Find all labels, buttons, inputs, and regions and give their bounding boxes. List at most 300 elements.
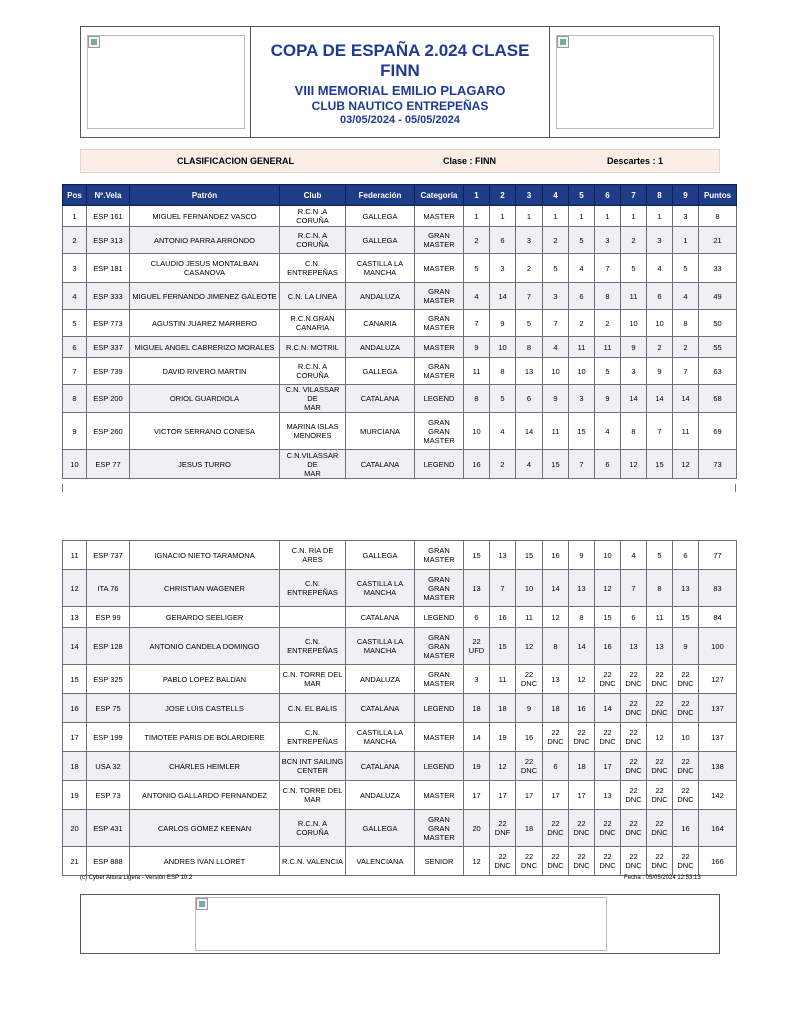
cell-text: 19 <box>498 732 507 742</box>
cell-text: DNC <box>677 766 694 775</box>
race-1-cell <box>464 310 490 337</box>
cell-text: 9 <box>474 342 479 352</box>
cell-text: 12 <box>655 732 664 742</box>
sail-number-cell: ESP 128 <box>87 628 130 665</box>
skipper-cell: IGNACIO NIETO TARAMONA <box>130 541 280 570</box>
cell-text: DNC <box>547 737 564 746</box>
sail-number-cell: ESP 161 <box>87 206 130 227</box>
cell-text: GRAN <box>428 632 450 642</box>
category-cell <box>415 254 464 283</box>
sail-number-cell: ESP 333 <box>87 283 130 310</box>
club-name: CLUB NAUTICO ENTREPEÑAS <box>311 99 489 113</box>
cell-text: 22 <box>524 757 534 766</box>
race-6-cell <box>595 723 621 752</box>
cell-text: 17 <box>472 790 481 800</box>
cell-text: 1 <box>683 235 688 245</box>
race-7-cell <box>621 337 647 358</box>
race-9-cell <box>673 385 699 413</box>
cell-text: 17 <box>603 761 612 771</box>
cell-text: DNC <box>573 737 590 746</box>
category-cell <box>415 607 464 628</box>
cell-text: 22 <box>629 852 638 861</box>
race-4-cell <box>543 385 569 413</box>
cell-text: 13 <box>472 583 481 593</box>
sail-number-cell: ESP 773 <box>87 310 130 337</box>
cell-text: 1 <box>657 211 662 221</box>
cell-text: LEGEND <box>423 703 455 713</box>
category-cell <box>415 752 464 781</box>
cell-text: 22 <box>603 670 612 679</box>
federation-cell <box>346 413 415 450</box>
race-3-cell <box>516 781 543 810</box>
cell-text: 4 <box>474 291 479 301</box>
cell-text: 15 <box>577 426 586 436</box>
race-2-cell <box>490 358 516 385</box>
race-3-cell <box>516 810 543 847</box>
race-3-cell <box>516 541 543 570</box>
race-2-cell <box>490 570 516 607</box>
column-header: Categoría <box>415 185 464 206</box>
race-9-cell <box>673 810 699 847</box>
cell-text: DNC <box>599 861 616 870</box>
club-cell <box>280 810 346 847</box>
cell-text: DNC <box>677 861 694 870</box>
cell-text: 14 <box>655 394 664 403</box>
cell-text: 22 <box>577 819 586 828</box>
cell-text: 13 <box>655 641 664 651</box>
cell-text: 5 <box>605 366 610 376</box>
cell-text: MASTER <box>423 592 455 602</box>
cell-text: 12 <box>472 856 481 866</box>
position-cell: 9 <box>63 413 87 450</box>
column-header: 6 <box>595 185 621 206</box>
cell-text: 16 <box>577 703 586 713</box>
race-8-cell <box>647 450 673 479</box>
race-5-cell <box>569 665 595 694</box>
club-cell <box>280 541 346 570</box>
race-5-cell <box>569 337 595 358</box>
cell-text: 22 <box>655 699 664 708</box>
position-cell: 8 <box>63 385 87 413</box>
cell-text: GRAN <box>428 814 450 824</box>
category-cell <box>415 665 464 694</box>
cell-text: 4 <box>605 426 610 436</box>
cell-text: GRAN <box>428 574 450 584</box>
race-7-cell <box>621 665 647 694</box>
race-9-cell <box>673 450 699 479</box>
federation-cell <box>346 450 415 479</box>
race-9-cell <box>673 413 699 450</box>
race-9-cell <box>673 723 699 752</box>
race-7-cell <box>621 607 647 628</box>
race-8-cell <box>647 206 673 227</box>
cell-text: 15 <box>551 459 560 469</box>
cell-text: 16 <box>524 732 534 742</box>
cell-text: GALLEGA <box>362 366 398 376</box>
sail-number-cell: USA 32 <box>87 752 130 781</box>
cell-text: 7 <box>683 366 688 376</box>
race-8-cell <box>647 665 673 694</box>
cell-text: UFD <box>468 646 485 655</box>
cell-text: 6 <box>605 459 610 469</box>
cell-text: 22 <box>629 757 638 766</box>
cell-text: GRAN <box>428 583 450 593</box>
cell-text: 15 <box>603 612 612 622</box>
cell-text: CATALANA <box>360 394 400 403</box>
cell-text: MURCIANA <box>359 426 400 436</box>
table-row <box>63 665 737 694</box>
cell-text: ANDALUZA <box>359 291 400 301</box>
cell-text: DNC <box>677 795 694 804</box>
race-7-cell <box>621 781 647 810</box>
cell-text: MASTER <box>423 555 455 564</box>
cell-text: 5 <box>526 318 532 328</box>
cell-text: 10 <box>472 426 481 436</box>
cell-text: DNC <box>625 708 642 717</box>
regatta-title: COPA DE ESPAÑA 2.024 CLASE <box>270 41 530 60</box>
cell-text: MANCHA <box>363 268 397 277</box>
title-block <box>251 27 549 137</box>
sail-number-cell: ESP 73 <box>87 781 130 810</box>
cell-text: 7 <box>474 318 479 328</box>
cell-text: 22 <box>472 637 481 646</box>
race-5-cell <box>569 607 595 628</box>
cell-text: 4 <box>579 263 584 273</box>
cell-text: 9 <box>500 318 505 328</box>
cell-text: DNC <box>573 861 590 870</box>
column-header: 5 <box>569 185 595 206</box>
race-1-cell <box>464 358 490 385</box>
race-2-cell <box>490 781 516 810</box>
cell-text: C.N. VILASSAR DE <box>285 385 340 403</box>
race-9-cell <box>673 310 699 337</box>
cell-text: 22 <box>629 728 638 737</box>
cell-text: BCN INT SAILING <box>281 757 344 766</box>
race-2-cell <box>490 752 516 781</box>
cell-text: 17 <box>498 790 507 800</box>
cell-text: 6 <box>579 291 584 301</box>
points-cell: 8 <box>699 206 737 227</box>
race-2-cell <box>490 283 516 310</box>
cell-text: 2 <box>474 235 479 245</box>
cell-text: GRAN <box>428 417 450 427</box>
document-header <box>80 26 720 138</box>
race-6-cell <box>595 810 621 847</box>
cell-text: MASTER <box>423 650 455 660</box>
race-4-cell <box>543 450 569 479</box>
cell-text: GALLEGA <box>362 823 398 833</box>
cell-text: CENTER <box>297 766 328 775</box>
race-7-cell <box>621 694 647 723</box>
table-row <box>63 810 737 847</box>
cell-text: 6 <box>631 612 636 622</box>
race-7-cell <box>621 358 647 385</box>
cell-text: 18 <box>472 703 481 713</box>
race-1-cell <box>464 694 490 723</box>
points-cell: 68 <box>699 385 737 413</box>
race-8-cell <box>647 628 673 665</box>
race-1-cell <box>464 227 490 254</box>
cell-text: 15 <box>524 550 534 560</box>
classification-label: CLASIFICACION GENERAL <box>177 156 294 166</box>
race-3-cell <box>516 665 543 694</box>
cell-text: 8 <box>683 318 688 328</box>
race-6-cell <box>595 385 621 413</box>
race-5-cell <box>569 723 595 752</box>
cell-text: 13 <box>681 583 690 593</box>
cell-text: 5 <box>631 263 636 273</box>
cell-text: DNC <box>520 861 538 870</box>
cell-text: GRAN <box>428 287 450 296</box>
cell-text: MANCHA <box>363 737 397 746</box>
category-cell <box>415 847 464 876</box>
cell-text: 1 <box>500 211 505 221</box>
race-6-cell <box>595 227 621 254</box>
points-cell: 84 <box>699 607 737 628</box>
position-cell: 21 <box>63 847 87 876</box>
race-9-cell <box>673 752 699 781</box>
position-cell: 7 <box>63 358 87 385</box>
cell-text: 10 <box>577 366 586 376</box>
race-4-cell <box>543 723 569 752</box>
column-header: 9 <box>673 185 699 206</box>
category-cell <box>415 450 464 479</box>
table-row <box>63 450 737 479</box>
table-row <box>63 358 737 385</box>
cell-text: 1 <box>579 211 584 221</box>
race-3-cell <box>516 607 543 628</box>
cell-text: ANDALUZA <box>359 674 400 684</box>
table-row <box>63 227 737 254</box>
cell-text: GRAN <box>428 546 450 555</box>
race-6-cell <box>595 450 621 479</box>
cell-text: 2 <box>631 235 636 245</box>
cell-text: 22 <box>681 699 690 708</box>
race-2-cell <box>490 310 516 337</box>
race-7-cell <box>621 283 647 310</box>
position-cell: 10 <box>63 450 87 479</box>
cell-text: CATALANA <box>360 612 400 622</box>
cell-text: 2 <box>605 318 610 328</box>
cell-text: 7 <box>605 263 610 273</box>
race-8-cell <box>647 541 673 570</box>
cell-text: R.C.N.GRAN <box>290 314 335 323</box>
race-4-cell <box>543 358 569 385</box>
cell-text: GRAN <box>428 362 450 371</box>
cell-text: 3 <box>631 366 636 376</box>
race-3-cell <box>516 206 543 227</box>
cell-text: DNC <box>625 795 642 804</box>
cell-text: 8 <box>657 583 662 593</box>
cell-text: 8 <box>579 612 584 622</box>
category-cell <box>415 206 464 227</box>
cell-text: 22 <box>655 757 664 766</box>
position-cell: 12 <box>63 570 87 607</box>
cell-text: 14 <box>603 703 612 713</box>
race-8-cell <box>647 385 673 413</box>
classification-bar <box>80 149 720 173</box>
cell-text: 11 <box>681 426 690 436</box>
race-5-cell <box>569 694 595 723</box>
cell-text: 22 <box>629 819 638 828</box>
federation-cell <box>346 283 415 310</box>
race-9-cell <box>673 206 699 227</box>
federation-cell <box>346 206 415 227</box>
sail-number-cell: ITA 76 <box>87 570 130 607</box>
federation-cell <box>346 628 415 665</box>
federation-cell <box>346 358 415 385</box>
column-header: 7 <box>621 185 647 206</box>
club-cell <box>280 385 346 413</box>
skipper-cell: MIGUEL FERNANDO JIMENEZ GALEOTE <box>130 283 280 310</box>
race-7-cell <box>621 413 647 450</box>
memorial-title: VIII MEMORIAL EMILIO PLAGARO <box>294 83 506 98</box>
race-9-cell <box>673 337 699 358</box>
cell-text: DNC <box>520 679 538 688</box>
race-3-cell <box>516 752 543 781</box>
race-5-cell <box>569 570 595 607</box>
cell-text: 2 <box>683 342 688 352</box>
cell-text: 2 <box>500 459 505 469</box>
cell-text: 7 <box>631 583 636 593</box>
cell-text: C.N. LA LINEA <box>287 291 338 301</box>
race-9-cell <box>673 628 699 665</box>
race-4-cell <box>543 570 569 607</box>
cell-text: DNC <box>625 766 642 775</box>
cell-text: C.N. EL BALIS <box>287 703 338 713</box>
category-cell <box>415 358 464 385</box>
cell-text: DNC <box>573 828 590 837</box>
cell-text: 7 <box>500 583 505 593</box>
cell-text: 4 <box>500 426 505 436</box>
column-header: 2 <box>490 185 516 206</box>
cell-text: LEGEND <box>423 459 455 469</box>
federation-cell <box>346 781 415 810</box>
race-1-cell <box>464 385 490 413</box>
race-4-cell <box>543 694 569 723</box>
cell-text: MAR <box>304 795 321 804</box>
cell-text: GALLEGA <box>362 211 398 221</box>
points-cell: 137 <box>699 723 737 752</box>
cell-text: 10 <box>603 550 612 560</box>
race-1-cell <box>464 752 490 781</box>
race-7-cell <box>621 628 647 665</box>
cell-text: 16 <box>472 459 481 469</box>
cell-text: 12 <box>524 641 534 651</box>
race-4-cell <box>543 206 569 227</box>
race-5-cell <box>569 541 595 570</box>
column-header: Nº.Vela <box>87 185 130 206</box>
skipper-cell: GERARDO SEELIGER <box>130 607 280 628</box>
cell-text: MARINA ISLAS <box>286 422 339 431</box>
race-3-cell <box>516 450 543 479</box>
federation-cell <box>346 570 415 607</box>
cell-text: DNC <box>625 679 642 688</box>
cell-text: 22 <box>655 819 664 828</box>
race-4-cell <box>543 665 569 694</box>
cell-text: 3 <box>526 235 532 245</box>
cell-text: MAR <box>304 468 321 478</box>
race-5-cell <box>569 283 595 310</box>
cell-text: CASTILLA LA <box>356 259 404 268</box>
points-cell: 127 <box>699 665 737 694</box>
broken-image-icon <box>196 898 208 910</box>
position-cell: 2 <box>63 227 87 254</box>
cell-text: DNC <box>599 828 616 837</box>
cell-text: 13 <box>498 550 507 560</box>
cell-text: 4 <box>683 291 688 301</box>
cell-text: 7 <box>579 459 584 469</box>
cell-text: 18 <box>551 703 560 713</box>
cell-text: 22 <box>629 786 638 795</box>
cell-text: 9 <box>631 342 636 352</box>
table-row <box>63 570 737 607</box>
race-6-cell <box>595 358 621 385</box>
table-row <box>63 752 737 781</box>
cell-text: 2 <box>657 342 662 352</box>
club-cell <box>280 227 346 254</box>
position-cell: 13 <box>63 607 87 628</box>
cell-text: 17 <box>524 790 534 800</box>
cell-text: 22 <box>655 786 664 795</box>
skipper-cell: JESUS TURRO <box>130 450 280 479</box>
cell-text: 3 <box>657 235 662 245</box>
cell-text: MASTER <box>423 240 455 249</box>
federation-cell <box>346 385 415 413</box>
cell-text: SENIOR <box>424 856 454 866</box>
cell-text: 3 <box>605 235 610 245</box>
cell-text: GRAN <box>428 231 450 240</box>
column-header: Federación <box>346 185 415 206</box>
race-1-cell <box>464 570 490 607</box>
skipper-cell: AGUSTIN JUAREZ MARRERO <box>130 310 280 337</box>
race-5-cell <box>569 847 595 876</box>
cell-text: R.C.N. A CORUÑA <box>296 231 329 249</box>
cell-text: 6 <box>474 612 479 622</box>
column-header: 3 <box>516 185 543 206</box>
cell-text: DNC <box>625 861 642 870</box>
cell-text: 8 <box>553 641 558 651</box>
cell-text: 3 <box>474 674 479 684</box>
points-cell: 138 <box>699 752 737 781</box>
race-1-cell <box>464 283 490 310</box>
position-cell: 14 <box>63 628 87 665</box>
cell-text: 13 <box>577 583 586 593</box>
federation-cell <box>346 847 415 876</box>
cell-text: 2 <box>579 318 584 328</box>
cell-text: 22 <box>551 728 560 737</box>
race-7-cell <box>621 810 647 847</box>
results-table-part-1 <box>62 184 737 479</box>
cell-text: 6 <box>526 394 532 403</box>
table-row <box>63 413 737 450</box>
race-9-cell <box>673 781 699 810</box>
race-3-cell <box>516 337 543 358</box>
race-7-cell <box>621 541 647 570</box>
cell-text: 10 <box>498 342 507 352</box>
cell-text: C.N. RIA DE ARES <box>291 546 334 564</box>
cell-text: ANDALUZA <box>359 342 400 352</box>
cell-text: 22 <box>603 819 612 828</box>
left-logo-cell <box>81 27 251 137</box>
race-4-cell <box>543 628 569 665</box>
race-6-cell <box>595 665 621 694</box>
race-4-cell <box>543 283 569 310</box>
table-row <box>63 847 737 876</box>
race-5-cell <box>569 413 595 450</box>
race-3-cell <box>516 847 543 876</box>
cell-text: 17 <box>551 790 560 800</box>
